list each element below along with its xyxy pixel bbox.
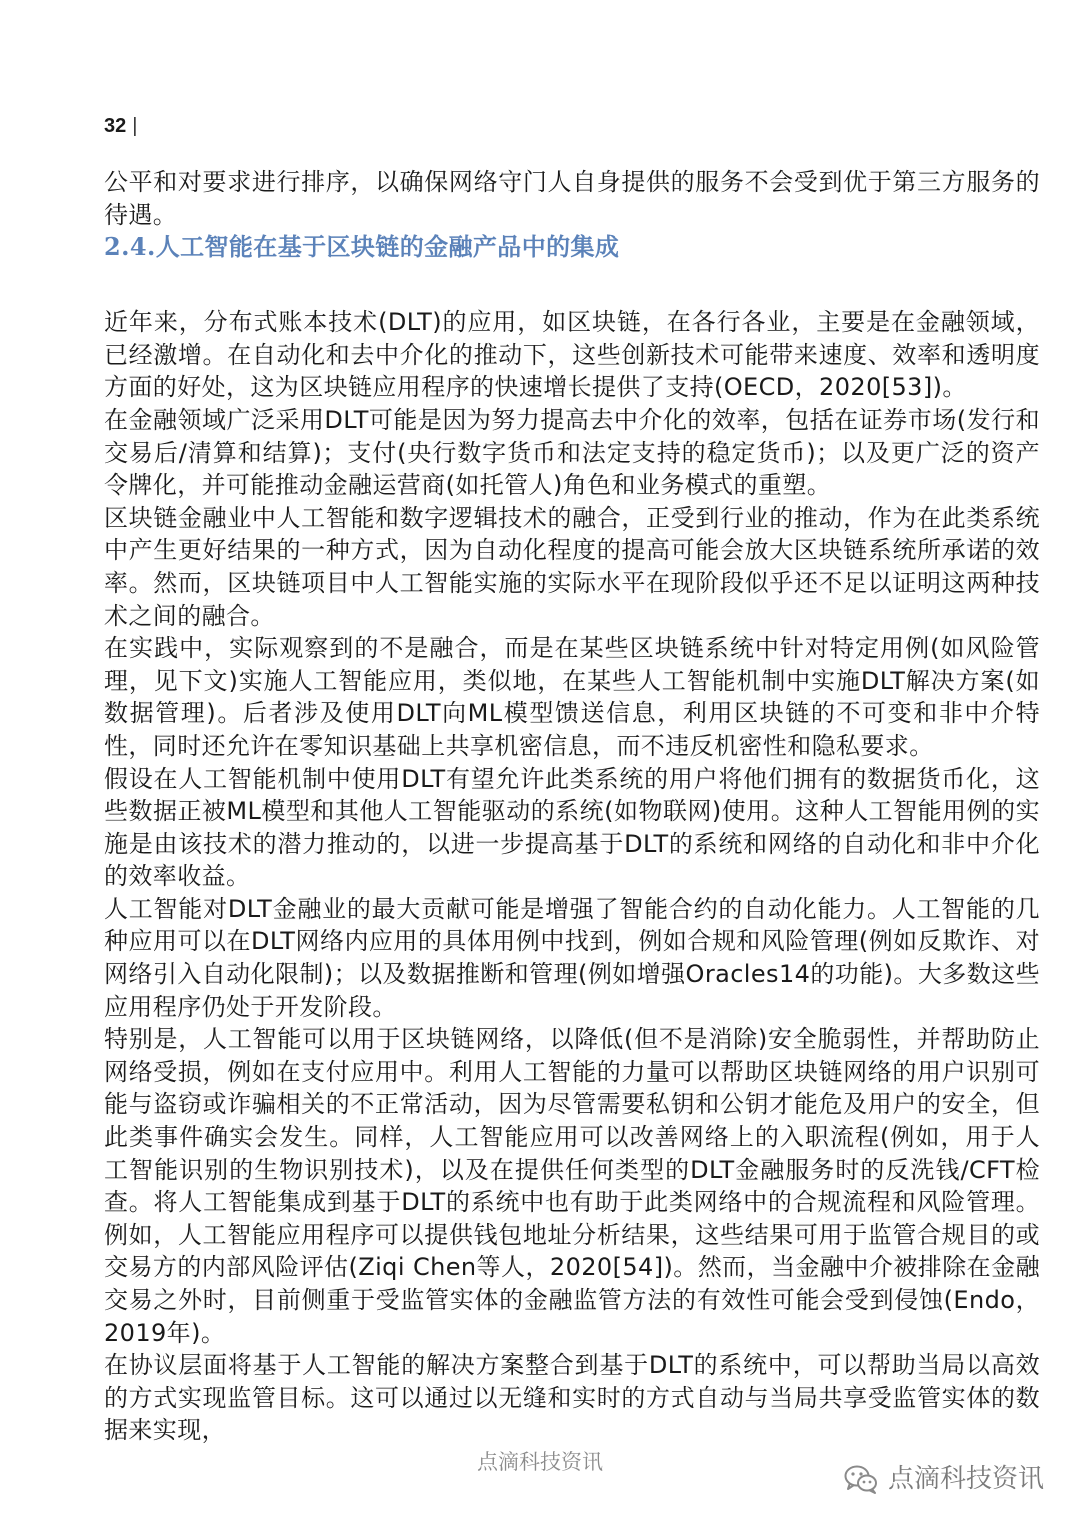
body-paragraph-3: 区块链金融业中人工智能和数字逻辑技术的融合，正受到行业的推动，作为在此类系统中产生更好结果的一种方式，因为自动化程度的提高可能会放大区块链系统所承诺的效率。然而，区块链项目中人工智能实施的实际水平在现阶段似乎还不足以证明这两种技术之间的融合。 bbox=[104, 503, 1040, 630]
body-paragraph-6: 人工智能对DLT金融业的最大贡献可能是增强了智能合约的自动化能力。人工智能的几种应用可以在DLT网络内应用的具体用例中找到，例如合规和风险管理(例如反欺诈、对网络引入自动化限制)；以及数据推断和管理(例如增强Oracles14的功能)。大多数这些应用程序仍处于开发阶段。 bbox=[104, 894, 1040, 1021]
body-paragraph-7: 特别是，人工智能可以用于区块链网络，以降低(但不是消除)安全脆弱性，并帮助防止网络受损，例如在支付应用中。利用人工智能的力量可以帮助区块链网络的用户识别可能与盗窃或诈骗相关的不正常活动，因为尽管需要私钥和公钥才能危及用户的安全，但此类事件确实会发生。同样，人工智能应用可以改善网络上的入职流程(例如，用于人工智能识别的生物识别技术)，以及在提供任何类型的DLT金融服务时的反洗钱/CFT检查。将人工智能集成到基于DLT的系统中也有助于此类网络中的合规流程和风险管理。例如，人工智能应用程序可以提供钱包地址分析结果，这些结果可用于监管合规目的或交易方的内部风险评估(Ziqi Chen等人，2020[54])。然而，当金融中介被排除在金融交易之外时，目前侧重于受监管实体的金融监管方法的有效性可能会受到侵蚀(Endo，2019年)。 bbox=[104, 1025, 1040, 1347]
page-number-separator: | bbox=[132, 115, 138, 137]
body-paragraph-2: 在金融领域广泛采用DLT可能是因为努力提高去中介化的效率，包括在证券市场(发行和交易后/清算和结算)；支付(央行数字货币和法定支持的稳定货币)；以及更广泛的资产令牌化，并可能推动金融运营商(如托管人)角色和业务模式的重塑。 bbox=[104, 405, 1040, 500]
page-number-value: 32 bbox=[104, 115, 127, 137]
page-number bbox=[104, 114, 137, 138]
document-body bbox=[104, 166, 1040, 1447]
intro-paragraph: 公平和对要求进行排序，以确保网络守门人自身提供的服务不会受到优于第三方服务的待遇。 bbox=[104, 168, 1040, 229]
body-paragraph-1: 近年来，分布式账本技术(DLT)的应用，如区块链，在各行各业，主要是在金融领域，已经激增。在自动化和去中介化的推动下，这些创新技术可能带来速度、效率和透明度方面的好处，这为区块链应用程序的快速增长提供了支持(OECD，2020[53])。 bbox=[104, 308, 1040, 402]
footer-source: 点滴科技资讯 bbox=[477, 1450, 603, 1474]
wechat-icon bbox=[844, 1464, 878, 1494]
body-paragraph-4: 在实践中，实际观察到的不是融合，而是在某些区块链系统中针对特定用例(如风险管理，见下文)实施人工智能应用，类似地，在某些人工智能机制中实施DLT解决方案(如数据管理)。后者涉及使用DLT向ML模型馈送信息，利用区块链的不可变和非中介特性，同时还允许在零知识基础上共享机密信息，而不违反机密性和隐私要求。 bbox=[104, 634, 1040, 760]
body-paragraph-8: 在协议层面将基于人工智能的解决方案整合到基于DLT的系统中，可以帮助当局以高效的方式实现监管目标。这可以通过以无缝和实时的方式自动与当局共享受监管实体的数据来实现， bbox=[104, 1351, 1040, 1445]
body-paragraph-5: 假设在人工智能机制中使用DLT有望允许此类系统的用户将他们拥有的数据货币化，这些数据正被ML模型和其他人工智能驱动的系统(如物联网)使用。这种人工智能用例的实施是由该技术的潜力推动的，以进一步提高基于DLT的系统和网络的自动化和非中介化的效率收益。 bbox=[104, 764, 1040, 891]
wechat-watermark bbox=[844, 1462, 1044, 1496]
section-heading: 2.4.人工智能在基于区块链的金融产品中的集成 bbox=[104, 232, 620, 262]
watermark-text: 点滴科技资讯 bbox=[887, 1464, 1044, 1494]
